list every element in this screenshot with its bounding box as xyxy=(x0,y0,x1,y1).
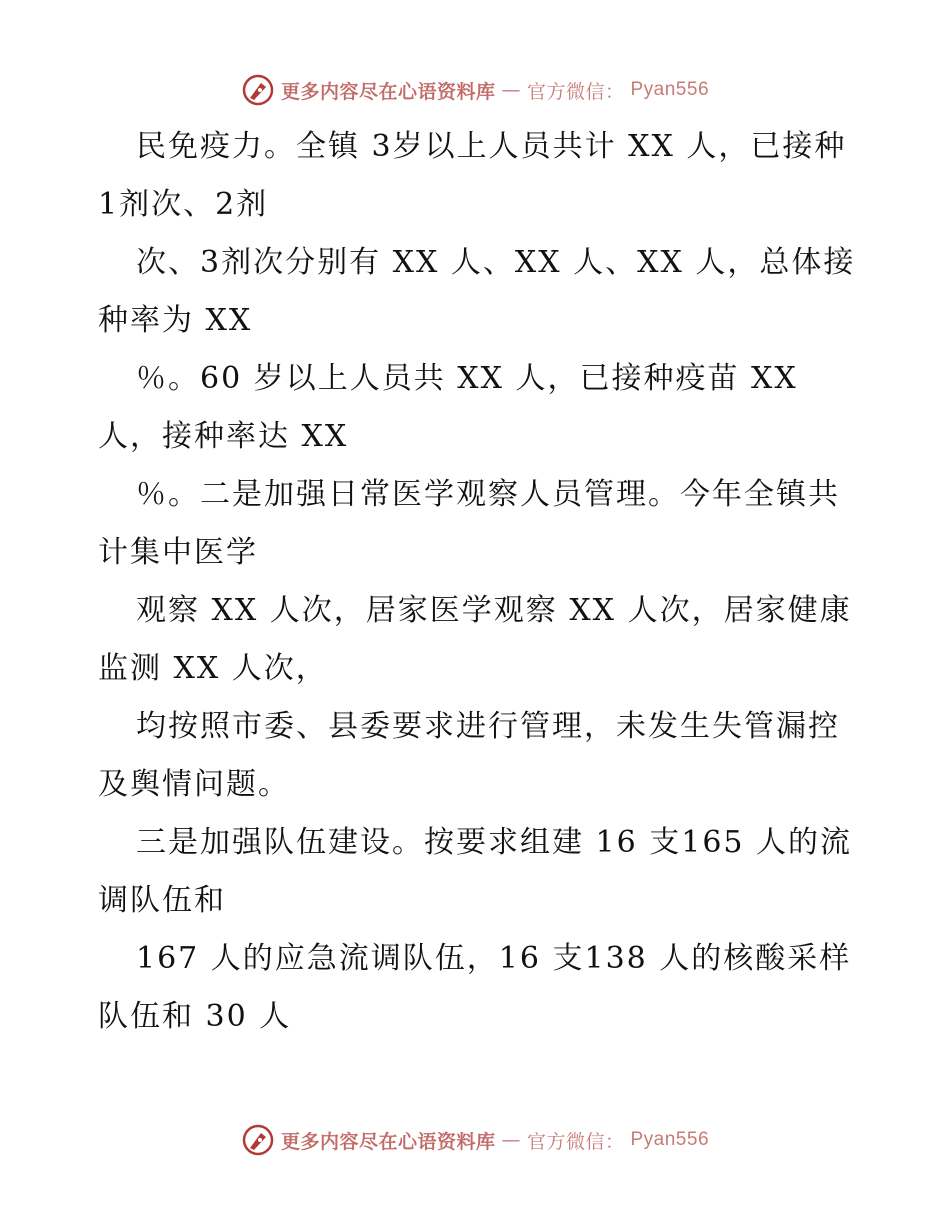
paragraph-7: 三是加强队伍建设。按要求组建 16 支165 人的流调队伍和 xyxy=(98,825,853,918)
document-body xyxy=(98,118,858,1046)
footer-watermark xyxy=(0,1120,950,1160)
watermark-main-text: 更多内容尽在心语资料库 xyxy=(280,1130,496,1153)
paragraph-5: 观察 XX 人次，居家医学观察 XX 人次，居家健康监测 XX 人次， xyxy=(98,593,852,686)
watermark-wechat-id: Pyan556 xyxy=(630,1129,710,1150)
pen-nib-logo-icon xyxy=(241,73,275,107)
header-watermark xyxy=(0,70,950,110)
watermark-separator: — xyxy=(501,1129,521,1151)
watermark-main-text: 更多内容尽在心语资料库 xyxy=(280,80,496,103)
watermark-wechat-id: Pyan556 xyxy=(630,79,710,100)
pen-nib-logo-icon xyxy=(241,1123,275,1157)
paragraph-4: ％。二是加强日常医学观察人员管理。今年全镇共计集中医学 xyxy=(98,477,840,570)
paragraph-3: ％。60 岁以上人员共 XX 人，已接种疫苗 XX 人，接种率达 XX xyxy=(98,361,798,454)
watermark-wechat-label: 官方微信： xyxy=(526,1130,625,1153)
watermark-separator: — xyxy=(501,79,521,101)
paragraph-6: 均按照市委、县委要求进行管理，未发生失管漏控及舆情问题。 xyxy=(98,709,840,802)
paragraph-1: 民免疫力。全镇 3岁以上人员共计 XX 人，已接种 1剂次、2剂 xyxy=(98,129,847,222)
paragraph-2: 次、3剂次分别有 XX 人、XX 人、XX 人，总体接种率为 XX xyxy=(98,245,856,338)
watermark-wechat-label: 官方微信： xyxy=(526,80,625,103)
paragraph-8: 167 人的应急流调队伍，16 支138 人的核酸采样队伍和 30 人 xyxy=(98,941,852,1034)
